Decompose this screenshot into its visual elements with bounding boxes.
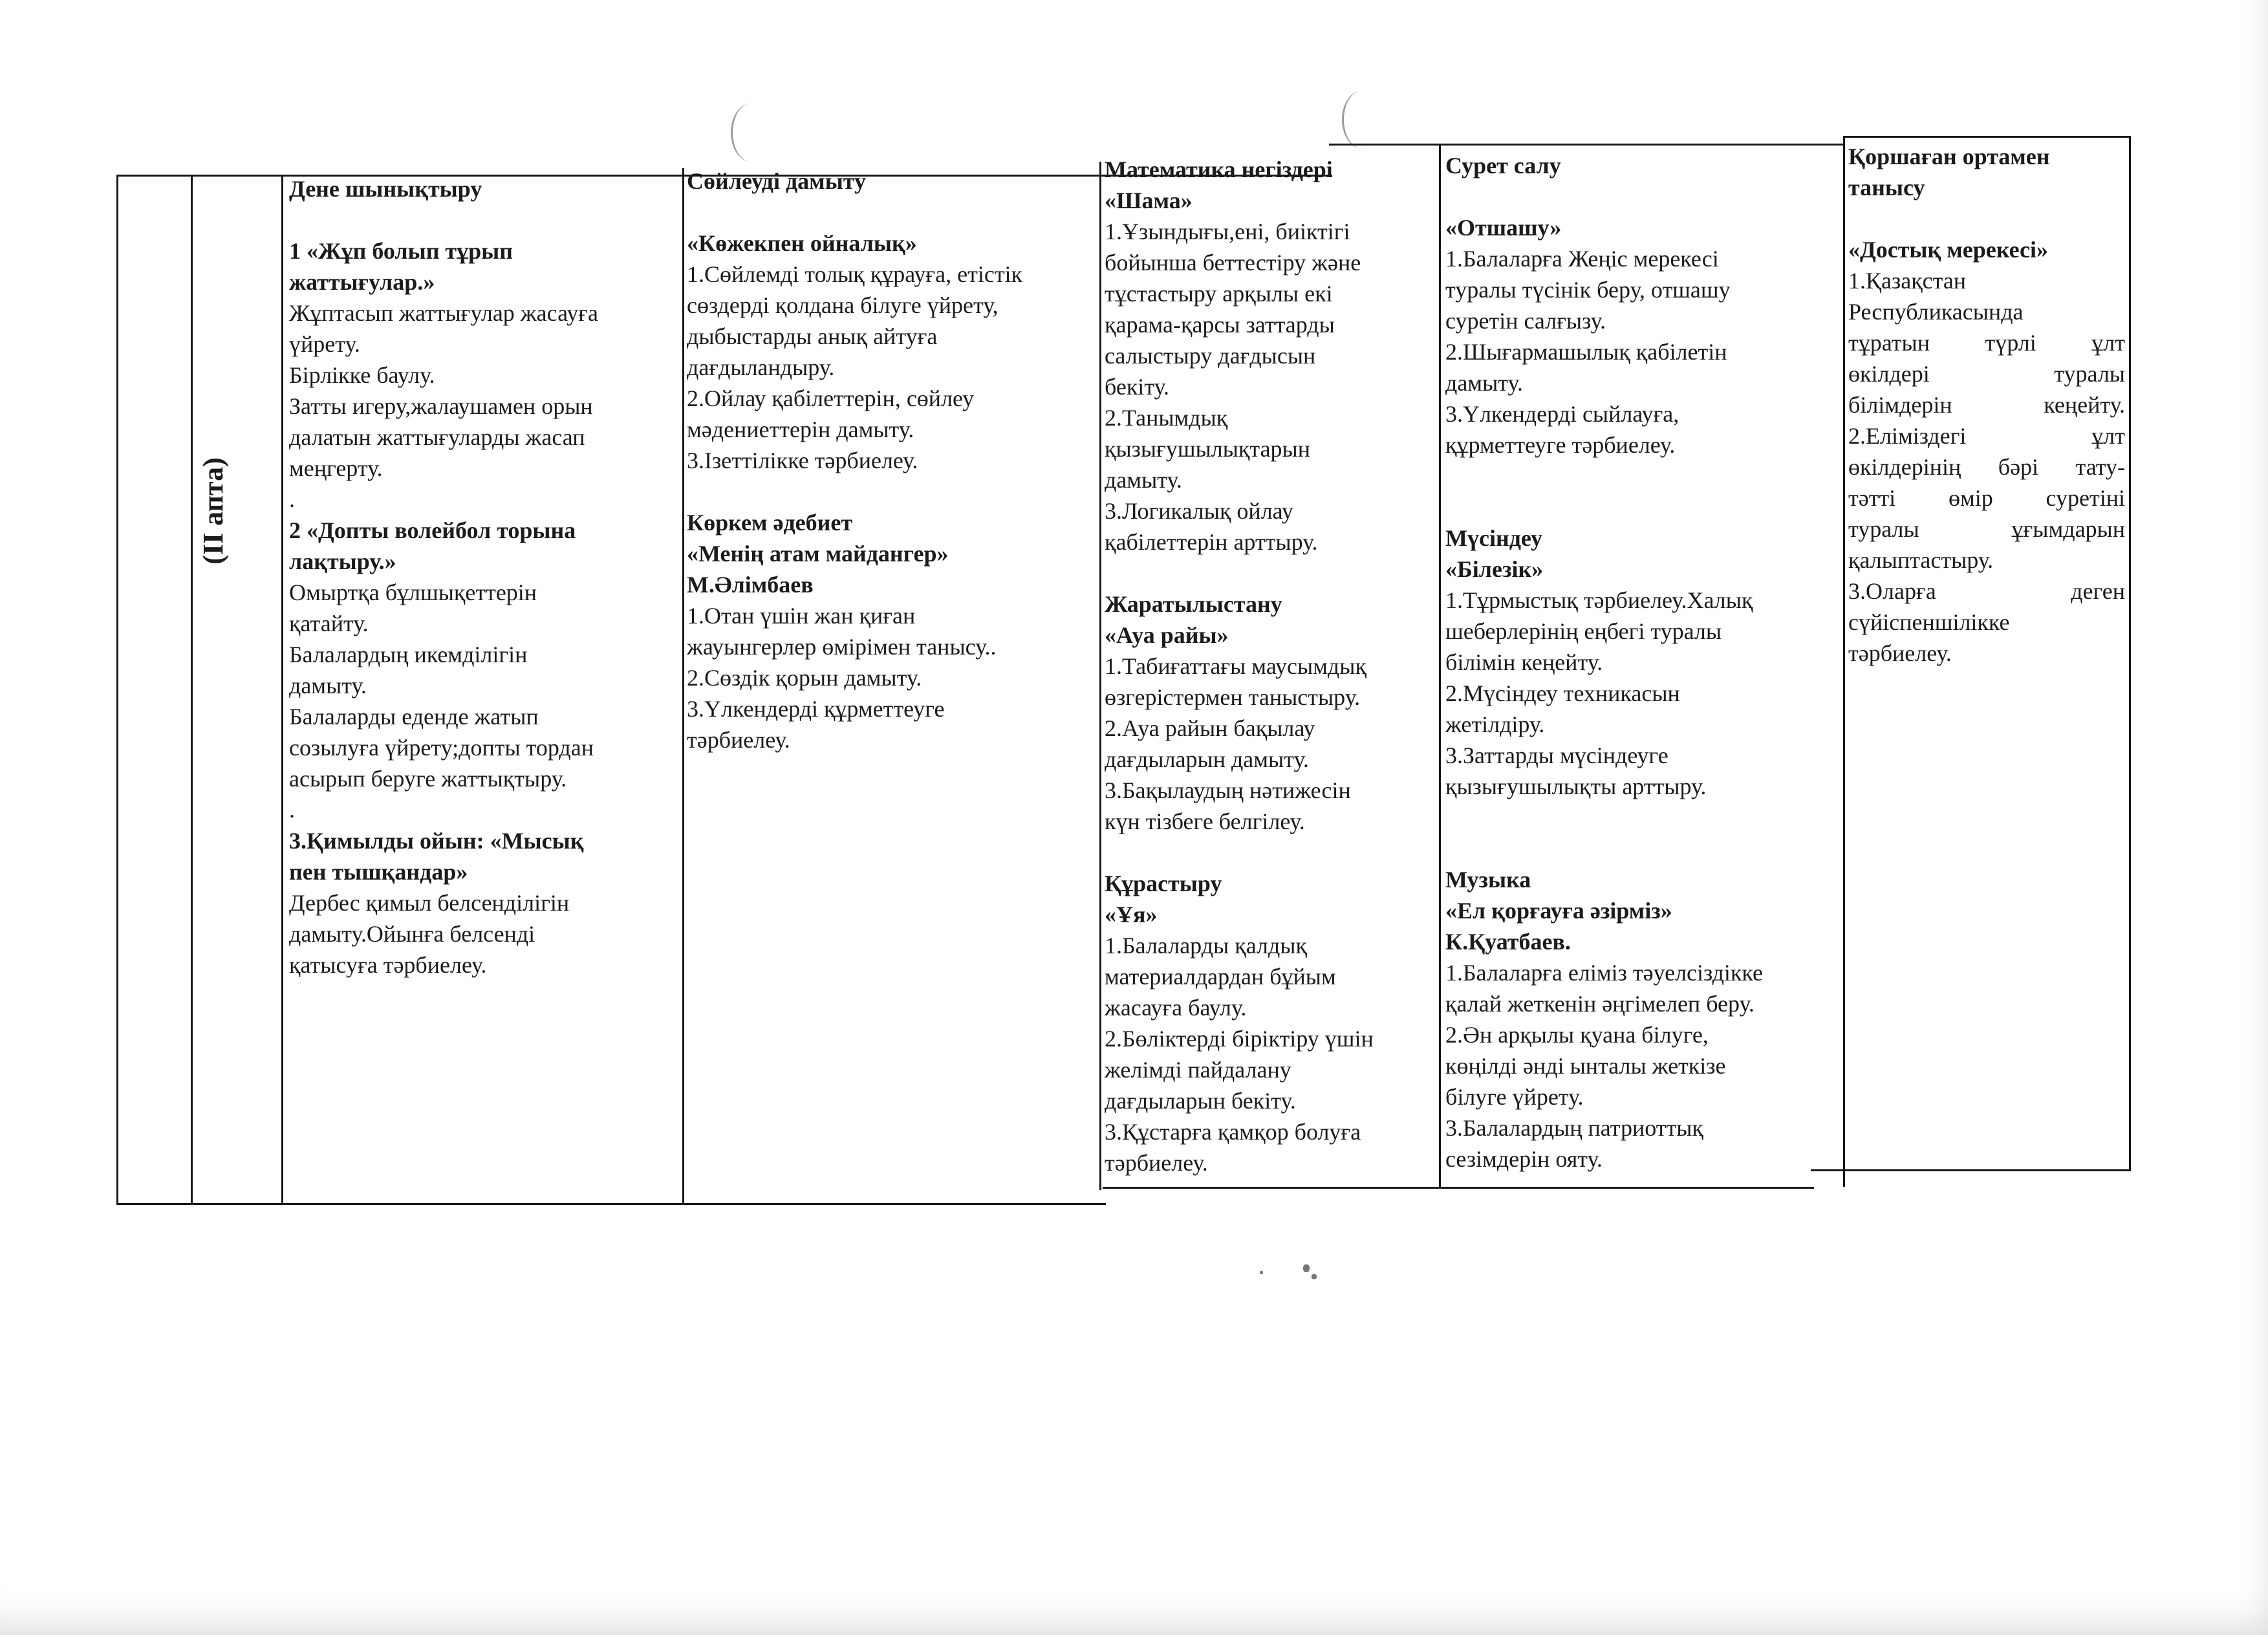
spacer xyxy=(1848,203,2125,234)
cell-text-line: қызығушылықты арттыру. xyxy=(1445,774,1707,799)
cell-text-line: 2.Шығармашылық қабілетін xyxy=(1445,339,1727,365)
cell-text-line: 2.Мүсіндеу техникасын xyxy=(1445,680,1680,706)
cell-text-line: бойынша беттестіру және xyxy=(1105,250,1361,276)
table-border xyxy=(1843,136,1845,1187)
cell-heading: К.Қуатбаев. xyxy=(1445,929,1571,955)
cell-heading: пен тышқандар» xyxy=(289,859,468,885)
cell-text-line: шеберлерінің еңбегі туралы xyxy=(1445,618,1722,644)
cell-heading: Көркем әдебиет xyxy=(687,510,853,536)
spacer xyxy=(687,476,1094,507)
cell-text-line: дамыту.Ойынға белсенді xyxy=(289,921,535,947)
cell-heading: Дене шынықтыру xyxy=(289,176,482,202)
cell-text-line: жауынгерлер өмірімен танысу.. xyxy=(687,634,997,660)
cell-text-line: тұстастыру арқылы екі xyxy=(1105,281,1333,307)
cell-heading: Сурет салу xyxy=(1445,153,1561,179)
cell-text-line: күн тізбеге белгілеу. xyxy=(1105,808,1305,834)
cell-text-line: сезімдерін ояту. xyxy=(1445,1146,1603,1172)
cell-heading: «Шама» xyxy=(1105,188,1193,213)
cell-heading: «Білезік» xyxy=(1445,556,1544,582)
cell-heading: М.Әлімбаев xyxy=(687,572,814,598)
cell-text-line: 1.Табиғаттағы маусымдық xyxy=(1105,653,1366,679)
cell-text-line: 2.Сөздік қорын дамыту. xyxy=(687,665,922,691)
cell-heading: Музыка xyxy=(1445,867,1531,893)
punch-hole-mark xyxy=(731,103,772,162)
spacer xyxy=(1445,833,1840,864)
table-border xyxy=(682,168,684,1203)
cell-text-line: тәрбиелеу. xyxy=(687,727,790,753)
table-border xyxy=(281,175,283,1205)
cell-text-line: қабілеттерін арттыру. xyxy=(1105,529,1318,555)
cell-text-line: туралы түсінік беру, отшашу xyxy=(1445,277,1731,303)
cell-text-line: дыбыстарды анық айтуға xyxy=(687,323,938,349)
cell-text-line: 1.Балаларды қалдық xyxy=(1105,933,1307,958)
cell-text-line: 1.Қазақстан xyxy=(1848,268,1967,294)
cell-text-line: 3.Балалардың патриоттық xyxy=(1445,1115,1703,1141)
cell-text-line: жасауға баулу. xyxy=(1105,995,1247,1021)
cell-text-line: көңілді әнді ынталы жеткізе xyxy=(1445,1053,1726,1079)
cell-text-line: қалыптастыру. xyxy=(1848,547,1994,573)
cell-text-line: дамыту. xyxy=(1445,370,1523,396)
cell-text-line: 3.Оларға деген xyxy=(1848,578,2125,604)
scan-speck xyxy=(1260,1271,1263,1274)
cell-text-line: тұратын түрлі ұлт xyxy=(1848,330,2125,356)
cell-text-line: созылуға үйрету;допты тордан xyxy=(289,735,594,761)
cell-text-line: 2.Ән арқылы қуана білуге, xyxy=(1445,1022,1709,1048)
cell-text-line: 1.Тұрмыстық тәрбиелеу.Халық xyxy=(1445,587,1753,613)
cell-text-line: . xyxy=(289,797,295,823)
cell-text-line: үйрету. xyxy=(289,331,360,357)
cell-text-line: 3.Ізеттілікке тәрбиелеу. xyxy=(687,448,918,473)
cell-heading: «Көжекпен ойналық» xyxy=(687,230,917,256)
cell-text-line: білімін кеңейту. xyxy=(1445,649,1603,675)
cell-text-line: жетілдіру. xyxy=(1445,711,1545,737)
cell-text-line: 3.Заттарды мүсіндеуге xyxy=(1445,742,1669,768)
cell-text-line: қатайту. xyxy=(289,611,369,636)
cell-text-line: Балаларды еденде жатып xyxy=(289,704,539,730)
cell-heading: лақтыру.» xyxy=(289,548,396,574)
table-border xyxy=(1103,1187,1814,1189)
cell-text-line: Бірлікке баулу. xyxy=(289,362,435,388)
table-border xyxy=(1329,144,1845,146)
cell-text-line: дағдыландыру. xyxy=(687,354,835,380)
cell-text-line: Балалардың икемділігін xyxy=(289,642,528,667)
cell-text-line: Затты игеру,жалаушамен орын xyxy=(289,393,593,419)
column-speech-development xyxy=(687,166,1094,755)
cell-heading: жаттығулар.» xyxy=(289,269,435,295)
cell-text-line: . xyxy=(289,486,295,512)
cell-text-line: дамыту. xyxy=(1105,467,1182,493)
cell-heading: Сөйлеуді дамыту xyxy=(687,168,867,194)
cell-heading: 2 «Допты волейбол торына xyxy=(289,517,576,543)
week-label: (II апта) xyxy=(197,457,229,565)
column-drawing xyxy=(1445,150,1840,1175)
table-border xyxy=(1439,144,1441,1188)
cell-text-line: өкілдері туралы xyxy=(1848,361,2125,387)
cell-text-line: 3.Үлкендерді сыйлауға, xyxy=(1445,401,1679,427)
table-border xyxy=(116,1203,1106,1205)
table-border xyxy=(1843,136,2131,138)
spacer xyxy=(1105,558,1436,589)
cell-text-line: қатысуға тәрбиелеу. xyxy=(289,952,487,978)
cell-text-line: сөздерді қолдана білуге үйрету, xyxy=(687,292,999,318)
cell-heading: Құрастыру xyxy=(1105,871,1222,896)
cell-text-line: 1.Ұзындығы,ені, биіктігі xyxy=(1105,219,1350,244)
spacer xyxy=(1105,837,1436,868)
table-border xyxy=(191,175,193,1205)
cell-heading: Қоршаған ортамен xyxy=(1848,144,2050,169)
cell-text-line: сүйіспеншілікке xyxy=(1848,609,2010,635)
cell-heading: «Ел қорғауға әзірміз» xyxy=(1445,898,1672,924)
cell-text-line: 2.Еліміздегі ұлт xyxy=(1848,423,2125,449)
spacer xyxy=(687,197,1094,228)
scan-speck xyxy=(1312,1274,1317,1279)
cell-text-line: дағдыларын бекіту. xyxy=(1105,1088,1296,1114)
cell-text-line: 3.Логикалық ойлау xyxy=(1105,498,1293,524)
cell-heading: «Ұя» xyxy=(1105,902,1158,927)
spacer xyxy=(1445,802,1840,833)
cell-text-line: мәдениеттерін дамыту. xyxy=(687,417,914,442)
cell-text-line: тәтті өмір суретіні xyxy=(1848,485,2125,511)
cell-text-line: 2.Ойлау қабілеттерін, сөйлеу xyxy=(687,385,975,411)
cell-text-line: Жұптасып жаттығулар жасауға xyxy=(289,300,598,326)
cell-text-line: туралы ұғымдарын xyxy=(1848,516,2125,542)
cell-text-line: қарама-қарсы заттарды xyxy=(1105,312,1335,338)
cell-text-line: Дербес қимыл белсенділігін xyxy=(289,890,570,916)
cell-text-line: 3.Үлкендерді құрметтеуге xyxy=(687,696,945,722)
cell-text-line: 2.Бөліктерді біріктіру үшін xyxy=(1105,1026,1374,1052)
table-border xyxy=(1811,1169,2131,1171)
cell-text-line: салыстыру дағдысын xyxy=(1105,343,1316,369)
cell-text-line: асырып беруге жаттықтыру. xyxy=(289,766,567,792)
table-border xyxy=(116,175,118,1205)
cell-text-line: материалдардан бұйым xyxy=(1105,964,1336,990)
cell-text-line: дамыту. xyxy=(289,673,367,698)
scan-speck xyxy=(1303,1264,1310,1272)
cell-text-line: 1.Сөйлемді толық құрауға, етістік xyxy=(687,261,1023,287)
cell-text-line: 3.Бақылаудың нәтижесін xyxy=(1105,777,1351,803)
cell-text-line: 1.Балаларға еліміз тәуелсіздікке xyxy=(1445,960,1763,986)
cell-text-line: білуге үйрету. xyxy=(1445,1084,1584,1110)
cell-text-line: 2.Ауа райын бақылау xyxy=(1105,715,1315,741)
cell-text-line: дағдыларын дамыту. xyxy=(1105,746,1309,772)
cell-heading: Мүсіндеу xyxy=(1445,525,1542,551)
cell-text-line: 1.Отан үшін жан қиған xyxy=(687,603,916,629)
column-mathematics xyxy=(1105,154,1436,1178)
column-environment xyxy=(1848,141,2125,669)
cell-text-line: тәрбиелеу. xyxy=(1105,1150,1208,1176)
cell-heading: 3.Қимылды ойын: «Мысық xyxy=(289,828,584,854)
cell-text-line: білімдерін кеңейту. xyxy=(1848,392,2125,418)
spacer xyxy=(1445,460,1840,492)
cell-heading: Жаратылыстану xyxy=(1105,591,1282,617)
cell-text-line: Омыртқа бұлшықеттерін xyxy=(289,579,537,605)
spacer xyxy=(289,204,677,235)
cell-text-line: Республикасында xyxy=(1848,299,2024,325)
cell-heading: «Достық мерекесі» xyxy=(1848,237,2049,263)
cell-text-line: өкілдерінің бәрі тату- xyxy=(1848,454,2125,480)
cell-text-line: суретін салғызу. xyxy=(1445,308,1606,334)
cell-text-line: тәрбиелеу. xyxy=(1848,640,1952,666)
cell-text-line: қызығушылықтарын xyxy=(1105,436,1311,462)
spacer xyxy=(1445,181,1840,212)
cell-text-line: құрметтеуге тәрбиелеу. xyxy=(1445,432,1676,458)
cell-text-line: 3.Құстарға қамқор болуға xyxy=(1105,1119,1361,1145)
cell-text-line: 1.Балаларға Жеңіс мерекесі xyxy=(1445,246,1719,272)
cell-text-line: далатын жаттығуларды жасап xyxy=(289,424,585,450)
cell-text-line: меңгерту. xyxy=(289,455,383,481)
spacer xyxy=(1445,492,1840,523)
table-border xyxy=(1099,162,1101,1190)
cell-heading: «Менің атам майдангер» xyxy=(687,541,949,567)
cell-heading: 1 «Жұп болып тұрып xyxy=(289,238,513,264)
cell-text-line: қалай жеткенін әңгімелеп беру. xyxy=(1445,991,1755,1017)
cell-heading: танысу xyxy=(1848,175,1925,200)
cell-heading: Математика негіздері xyxy=(1105,157,1333,182)
cell-heading: «Ауа райы» xyxy=(1105,622,1229,648)
cell-text-line: бекіту. xyxy=(1105,374,1169,400)
column-physical-education xyxy=(289,173,677,980)
cell-text-line: өзгерістермен таныстыру. xyxy=(1105,684,1361,710)
punch-hole-mark xyxy=(1342,91,1383,149)
table-border xyxy=(2129,136,2131,1171)
cell-text-line: желімді пайдалану xyxy=(1105,1057,1291,1083)
cell-text-line: 2.Танымдық xyxy=(1105,405,1228,431)
cell-heading: «Отшашу» xyxy=(1445,215,1562,241)
